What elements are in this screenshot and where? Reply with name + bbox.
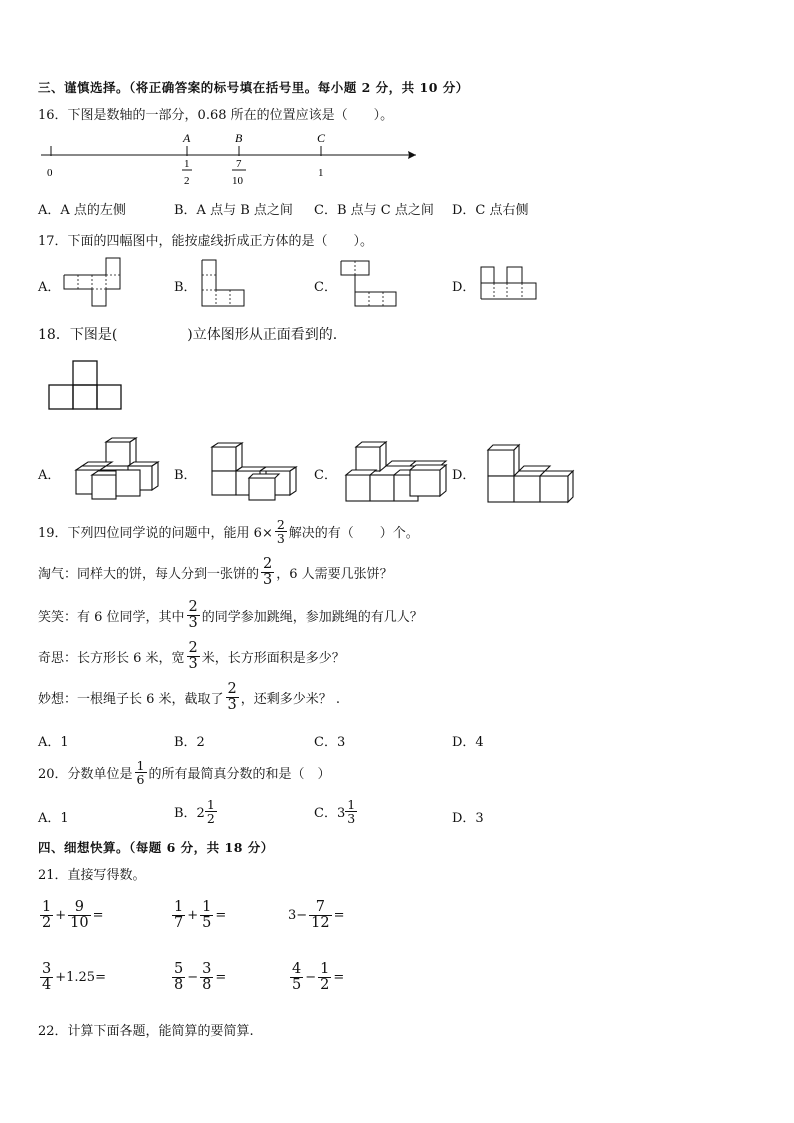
- question-16-text: 16．下图是数轴的一部分，0.68 所在的位置应该是（ ）。: [38, 108, 394, 123]
- tick-a-num: 1: [184, 158, 190, 170]
- q20-option-c[interactable]: C．3 $\frac{1}{3}$: [314, 797, 356, 827]
- section-3-title: 三、谨慎选择。（将正确答案的标号填在括号里。每小题 2 分，共 10 分）: [38, 80, 469, 95]
- question-19-line: [38, 518, 419, 545]
- q20-option-d[interactable]: D．3: [452, 811, 484, 826]
- q20-option-b[interactable]: B．2 $\frac{1}{2}$: [174, 797, 215, 827]
- cube-figure-c: [346, 442, 446, 501]
- q18-option-a[interactable]: A．: [38, 468, 61, 483]
- q17-option-c[interactable]: C．: [314, 280, 337, 295]
- cube-figure-a: [76, 438, 158, 499]
- q18-option-b[interactable]: B．: [174, 468, 197, 483]
- q19-option-b[interactable]: B．2: [174, 735, 205, 750]
- q19-option-d[interactable]: D．4: [452, 735, 484, 750]
- expression-2: $\frac{1}{7}$ + $\frac{1}{5}$ =: [174, 899, 227, 932]
- q16-option-d[interactable]: D．C 点右侧: [452, 203, 529, 218]
- point-b-label: B: [235, 131, 243, 145]
- statement-qisi: 奇思：长方形长 6 米，宽 $\frac{2}{3}$ 米，长方形面积是多少？: [38, 640, 345, 673]
- q17-option-a[interactable]: A．: [38, 280, 61, 295]
- tick-b-num: 7: [236, 158, 242, 170]
- section-4-title: 四、细想快算。（每题 6 分，共 18 分）: [38, 840, 274, 855]
- question-21-text: 21．直接写得数。: [38, 868, 146, 883]
- question-19-text-post: 解决的有（ ）个。: [288, 526, 419, 542]
- q17-option-d[interactable]: D．: [452, 280, 476, 295]
- q18-option-d[interactable]: D．: [452, 468, 476, 483]
- q18-option-c[interactable]: C．: [314, 468, 337, 483]
- question-19-text-pre: 19．下列四位同学说的问题中，能用 6×: [38, 526, 273, 542]
- tick-b-den: 10: [232, 175, 243, 187]
- cube-figure-d: [488, 445, 573, 502]
- statement-miaoxiang: 妙想：一根绳子长 6 米，截取了 $\frac{2}{3}$ ，还剩多少米？ .: [38, 681, 341, 714]
- statement-taoqi: 淘气：同样大的饼，每人分到一张饼的 $\frac{2}{3}$ ，6 人需要几张饼？: [38, 556, 393, 589]
- question-18-text: 18．下图是( )立体图形从正面看到的.: [38, 327, 338, 343]
- expression-5: $\frac{5}{8}$ − $\frac{3}{8}$ =: [174, 961, 227, 994]
- cube-figure-b: [212, 443, 296, 500]
- expression-4: $\frac{3}{4}$ +1.25=: [42, 961, 106, 994]
- q19-option-c[interactable]: C．3: [314, 735, 346, 750]
- question-17-text: 17．下面的四幅图中，能按虚线折成正方体的是（ ）。: [38, 234, 374, 249]
- statement-xiaoxiao: 笑笑：有 6 位同学，其中 $\frac{2}{3}$ 的同学参加跳绳，参加跳绳的有几人？: [38, 599, 423, 632]
- tick-zero: 0: [47, 167, 53, 179]
- point-c-label: C: [317, 131, 326, 145]
- expression-3: 3− $\frac{7}{12}$ =: [288, 899, 345, 932]
- q20-option-a[interactable]: A．1: [38, 811, 69, 826]
- cube-figures: [0, 0, 794, 520]
- question-22-text: 22．计算下面各题，能简算的要简算.: [38, 1024, 254, 1039]
- expression-1: $\frac{1}{2}$ + $\frac{9}{10}$ =: [42, 899, 104, 932]
- q16-option-b[interactable]: B．A 点与 B 点之间: [174, 203, 293, 218]
- point-a-label: A: [183, 131, 191, 145]
- tick-one: 1: [318, 167, 324, 179]
- q16-option-c[interactable]: C．B 点与 C 点之间: [314, 203, 434, 218]
- q19-option-a[interactable]: A．1: [38, 735, 69, 750]
- expression-6: $\frac{4}{5}$ − $\frac{1}{2}$ =: [292, 961, 345, 994]
- tick-a-den: 2: [184, 175, 190, 187]
- q16-option-a[interactable]: A．A 点的左侧: [38, 203, 126, 218]
- q19-fraction: $\frac{2}{3}$: [276, 517, 285, 547]
- q17-option-b[interactable]: B．: [174, 280, 197, 295]
- question-20-line: 20．分数单位是 $\frac{1}{6}$ 的所有最简真分数的和是（ ）: [38, 758, 331, 788]
